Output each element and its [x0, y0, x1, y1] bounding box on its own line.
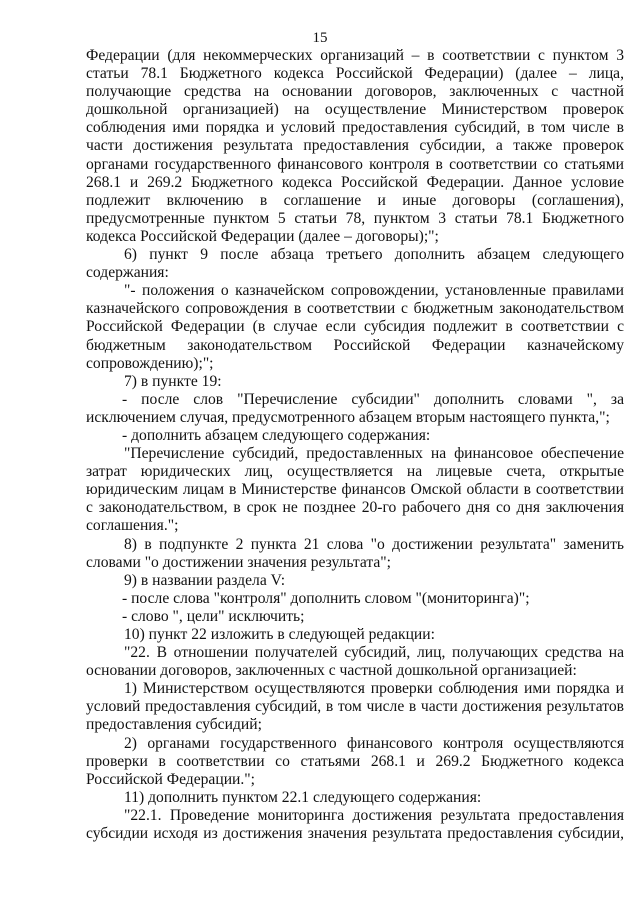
paragraph-item-9-sub-2: - слово ", цели" исключить; — [122, 607, 305, 625]
document-body — [86, 47, 624, 843]
paragraph-item-11: 11) дополнить пунктом 22.1 следующего содержания: — [124, 788, 482, 806]
paragraph-22-sub-2: 2) органами государственного финансового контроля осуществляются проверки в соответствии со статьями 268.1 и 269.2 Бюджетного кодекса Российской Федерации."; — [86, 734, 624, 788]
paragraph-quote-treasury: "- положения о казначейском сопровождении, установленные правилами казначейского сопровождения в соответствии с бюджетным законодательством Российской Федерации (в случае если субсидия подлежит в соответствии с бюджетным законодательством Российской Федерации казначейскому сопровождению);"; — [86, 282, 624, 372]
paragraph-22-sub-1: 1) Министерством осуществляются проверки соблюдения ими порядка и условий предоставления субсидий, в том числе в части достижения результатов предоставления субсидий; — [86, 680, 624, 734]
paragraph-quote-22-1: "22.1. Проведение мониторинга достижения результата предоставления субсидии исходя из достижения значения результата предоставления субсидии, — [86, 806, 624, 843]
paragraph-quote-22: "22. В отношении получателей субсидий, лиц, получающих средства на основании договоров, заключенных с частной дошкольной организацией: — [86, 644, 624, 680]
paragraph-item-7-sub-1: - после слов "Перечисление субсидии" дополнить словами ", за исключением случая, предусмотренного абзацем вторым настоящего пункта,"; — [86, 390, 624, 426]
paragraph-item-6: 6) пункт 9 после абзаца третьего дополнить абзацем следующего содержания: — [86, 246, 624, 282]
paragraph-item-9: 9) в названии раздела V: — [124, 571, 286, 589]
page-number: 15 — [312, 30, 328, 46]
paragraph-item-10: 10) пункт 22 изложить в следующей редакции: — [124, 626, 435, 643]
paragraph-item-9-sub-1: - после слова "контроля" дополнить словом "(мониторинга)"; — [122, 589, 530, 607]
paragraph-item-8: 8) в подпункте 2 пункта 21 слова "о достижении результата" заменить словами "о достижении значения результата"; — [86, 535, 624, 571]
paragraph-continuation: Федерации (для некоммерческих организаций – в соответствии с пунктом 3 статьи 78.1 Бюджетного кодекса Российской Федерации) (далее – лица, получающие средства на основании договоров, заключенных с частной дошкольной организацией) на осуществление Министерством проверок соблюдения ими порядка и условий предоставления субсидий, в том числе в части достижения результата предоставления субсидии, а также проверок органами государственного финансового контроля в соответствии со статьями 268.1 и 269.2 Бюджетного кодекса Российской Федерации. Данное условие подлежит включению в соглашение и иные договоры (соглашения), предусмотренные пунктом 5 статьи 78, пунктом 3 статьи 78.1 Бюджетного кодекса Российской Федерации (далее – договоры);"; — [86, 47, 624, 245]
paragraph-quote-transfer: "Перечисление субсидий, предоставленных на финансовое обеспечение затрат юридических лиц, осуществляется на лицевые счета, открытые юридическим лицам в Министерстве финансов Омской области в соответствии с законодательством, в срок не позднее 20-го рабочего дня со дня заключения соглашения."; — [86, 445, 624, 535]
paragraph-item-7: 7) в пункте 19: — [124, 372, 222, 390]
paragraph-item-7-sub-2: - дополнить абзацем следующего содержания: — [122, 426, 431, 444]
